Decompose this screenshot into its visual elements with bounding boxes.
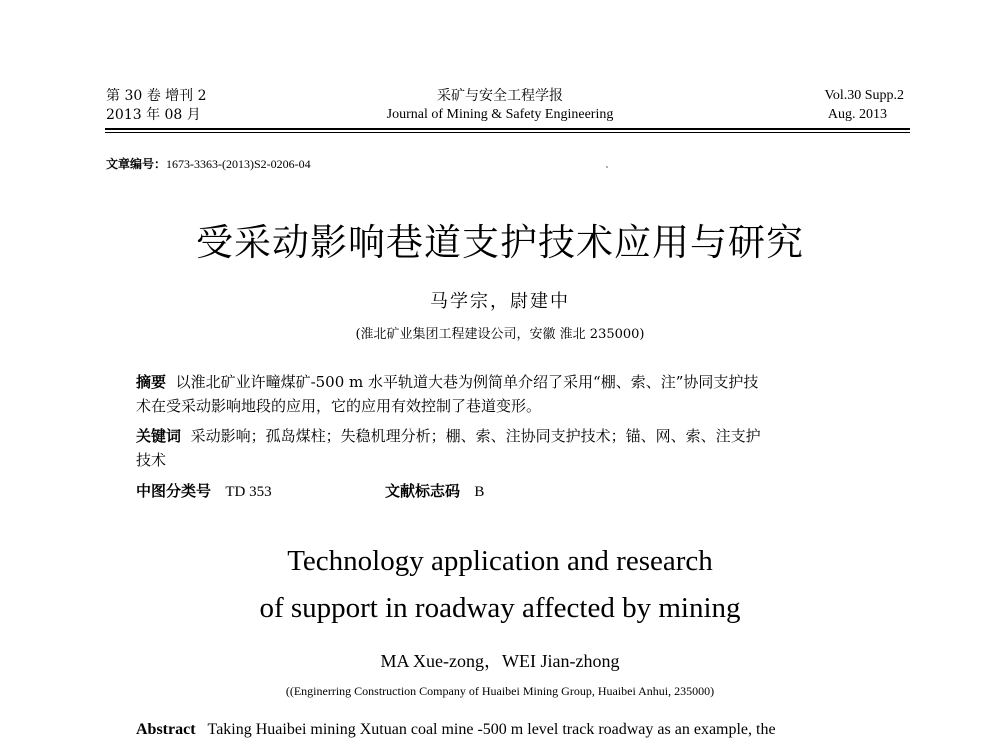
header-rule-thick <box>105 128 910 130</box>
abstract-cn-line-1 <box>136 370 872 394</box>
affiliation-en: ((Enginerring Construction Company of Huaibei Mining Group, Huaibei Anhui, 235000) <box>285 684 715 698</box>
classification-doc <box>385 480 484 501</box>
article-number <box>106 155 311 172</box>
journal-volume: 第 30 卷 增刊 2 <box>106 88 207 104</box>
journal-volume-en: Vol.30 Supp.2 <box>824 88 904 103</box>
abstract-cn <box>136 370 872 418</box>
keywords-cn-line-1 <box>136 424 872 448</box>
abstract-cn-label: 摘要 <box>136 373 167 391</box>
authors-en: MA Xue-zong，WEI Jian-zhong <box>380 651 620 671</box>
affiliation-cn: (淮北矿业集团工程建设公司，安徽 淮北 235000) <box>355 327 645 342</box>
journal-title-cn: 采矿与安全工程学报 <box>437 88 563 104</box>
abstract-en <box>136 721 876 739</box>
journal-date-en: Aug. 2013 <box>827 107 887 122</box>
header-rule-thin <box>105 132 910 133</box>
journal-title-en: Journal of Mining & Safety Engineering <box>386 107 614 122</box>
abstract-cn-line-2: 术在受采动影响地段的应用，它的应用有效控制了巷道变形。 <box>136 397 542 415</box>
clc-value: TD 353 <box>225 484 272 500</box>
doc-code-value: B <box>474 484 485 500</box>
abstract-cn-text-1: 以淮北矿业许疃煤矿-500 m 水平轨道大巷为例简单介绍了采用“棚、索、注”协同支护技 <box>175 373 759 391</box>
keywords-cn-text-1: 采动影响；孤岛煤柱；失稳机理分析；棚、索、注协同支护技术；锚、网、索、注支护 <box>190 427 761 445</box>
keywords-cn-label: 关键词 <box>136 427 182 445</box>
article-number-label: 文章编号： <box>106 157 167 171</box>
clc-label: 中图分类号 <box>136 482 212 500</box>
abstract-en-text: Taking Huaibei mining Xutuan coal mine -500 m level track roadway as an example, the <box>207 721 776 738</box>
article-number-value: 1673-3363-(2013)S2-0206-04 <box>166 157 311 171</box>
keywords-cn-line-2: 技术 <box>136 451 167 469</box>
doc-code-label: 文献标志码 <box>385 482 461 500</box>
keywords-cn <box>136 424 872 472</box>
paper-title-cn: 受采动影响巷道支护技术应用与研究 <box>196 221 804 264</box>
abstract-en-label: Abstract <box>136 721 196 738</box>
journal-date: 2013 年 08 月 <box>106 107 201 123</box>
paper-title-en-line-2: of support in roadway affected by mining <box>259 592 741 624</box>
paper-title-en-line-1: Technology application and research <box>287 545 713 577</box>
classification-clc <box>136 480 272 501</box>
speck <box>606 166 608 168</box>
authors-cn: 马学宗，尉建中 <box>430 291 570 312</box>
